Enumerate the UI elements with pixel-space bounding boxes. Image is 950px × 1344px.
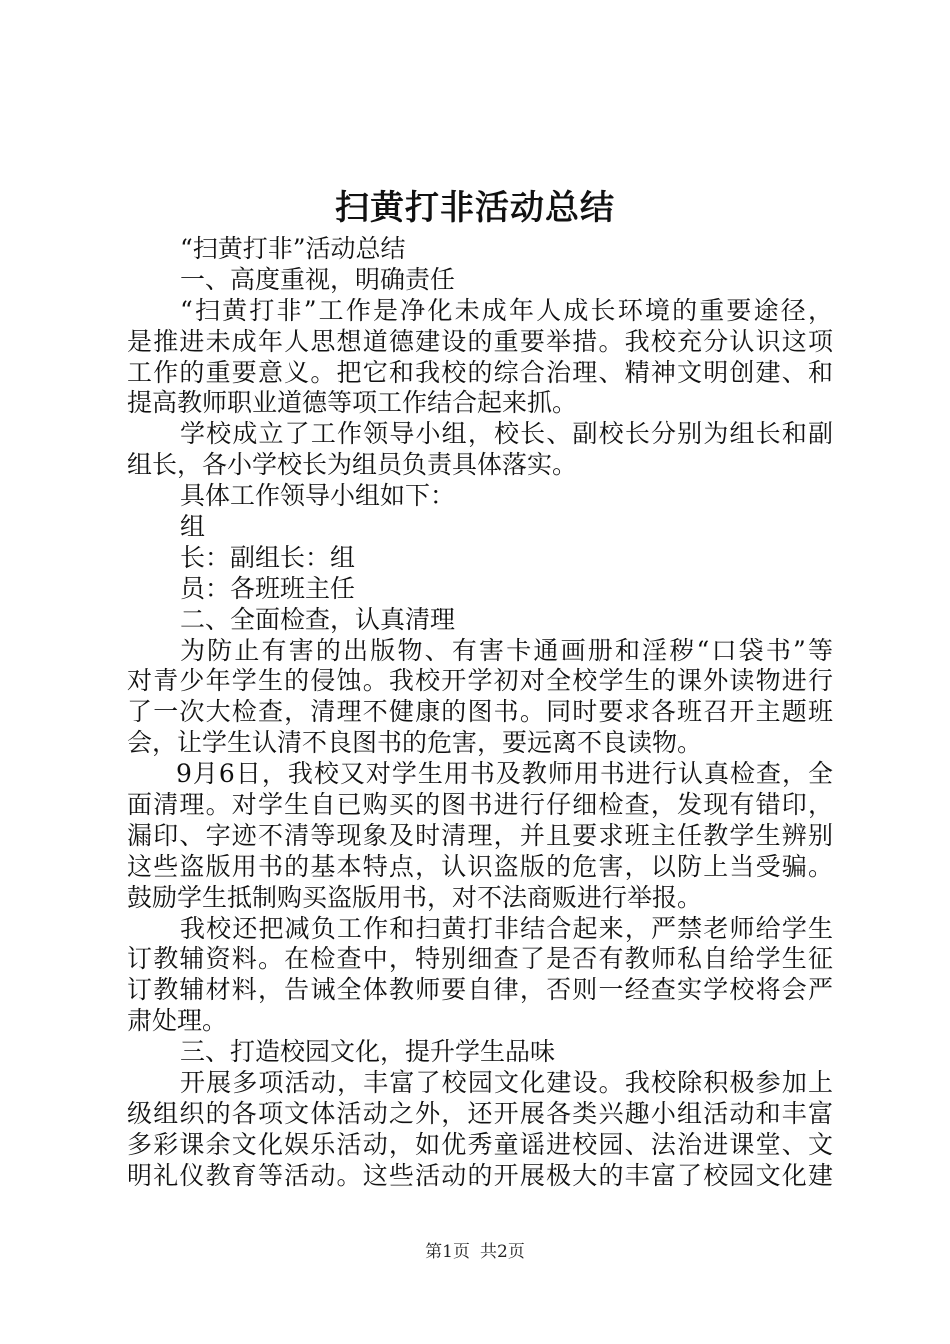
body-line: 这些盗版用书的基本特点，认识盗版的危害，以防上当受骗。 xyxy=(127,851,833,881)
body-line: 提高教师职业道德等项工作结合起来抓。 xyxy=(127,388,578,418)
section-heading: 一、高度重视，明确责任 xyxy=(180,264,456,294)
section-heading: 三、打造校园文化，提升学生品味 xyxy=(180,1037,556,1067)
body-line: 肃处理。 xyxy=(127,1006,228,1036)
body-line: 了一次大检查，清理不健康的图书。同时要求各班召开主题班 xyxy=(127,697,833,727)
body-line: 学校成立了工作领导小组，校长、副校长分别为组长和副 xyxy=(180,419,833,449)
page-number: 第1页 xyxy=(425,1242,470,1262)
section-heading: 二、全面检查，认真清理 xyxy=(180,604,456,634)
body-line: 9月6日，我校又对学生用书及教师用书进行认真检查，全 xyxy=(176,759,833,789)
body-line: 组 xyxy=(180,512,206,542)
body-line: 订教辅资料。在检查中，特别细查了是否有教师私自给学生征 xyxy=(127,944,833,974)
body-line: 多彩课余文化娱乐活动，如优秀童谣进校园、法治进课堂、文 xyxy=(127,1129,833,1159)
body-line: 会，让学生认清不良图书的危害，要远离不良读物。 xyxy=(127,728,703,758)
body-line: 具体工作领导小组如下： xyxy=(180,481,456,511)
body-line: “扫黄打非”工作是净化未成年人成长环境的重要途径， xyxy=(180,295,833,325)
body-line: 对青少年学生的侵蚀。我校开学初对全校学生的课外读物进行 xyxy=(127,666,833,696)
body-line: 为防止有害的出版物、有害卡通画册和淫秽“口袋书”等 xyxy=(180,635,833,665)
body-line: 面清理。对学生自已购买的图书进行仔细检查，发现有错印， xyxy=(127,790,833,820)
body-line: 我校还把减负工作和扫黄打非结合起来，严禁老师给学生 xyxy=(180,913,833,943)
document-body xyxy=(127,234,833,1192)
body-line: “扫黄打非”活动总结 xyxy=(180,234,406,263)
body-line: 开展多项活动，丰富了校园文化建设。我校除积极参加上 xyxy=(180,1068,833,1098)
body-line: 长：副组长：组 xyxy=(180,542,356,572)
body-line: 员：各班班主任 xyxy=(180,573,356,603)
document-title: 扫黄打非活动总结 xyxy=(335,188,615,228)
body-line: 订教辅材料，告诫全体教师要自律，否则一经查实学校将会严 xyxy=(127,975,833,1005)
page-total: 共2页 xyxy=(480,1242,525,1262)
body-line: 鼓励学生抵制购买盗版用书，对不法商贩进行举报。 xyxy=(127,882,703,912)
body-line: 明礼仪教育等活动。这些活动的开展极大的丰富了校园文化建 xyxy=(127,1160,833,1190)
body-line: 级组织的各项文体活动之外，还开展各类兴趣小组活动和丰富 xyxy=(127,1098,833,1128)
body-line: 工作的重要意义。把它和我校的综合治理、精神文明创建、和 xyxy=(127,357,833,387)
body-line: 漏印、字迹不清等现象及时清理，并且要求班主任教学生辨别 xyxy=(127,820,833,850)
body-line: 组长，各小学校长为组员负责具体落实。 xyxy=(127,450,578,480)
page-footer xyxy=(0,1241,950,1263)
body-line: 是推进未成年人思想道德建设的重要举措。我校充分认识这项 xyxy=(127,326,833,356)
